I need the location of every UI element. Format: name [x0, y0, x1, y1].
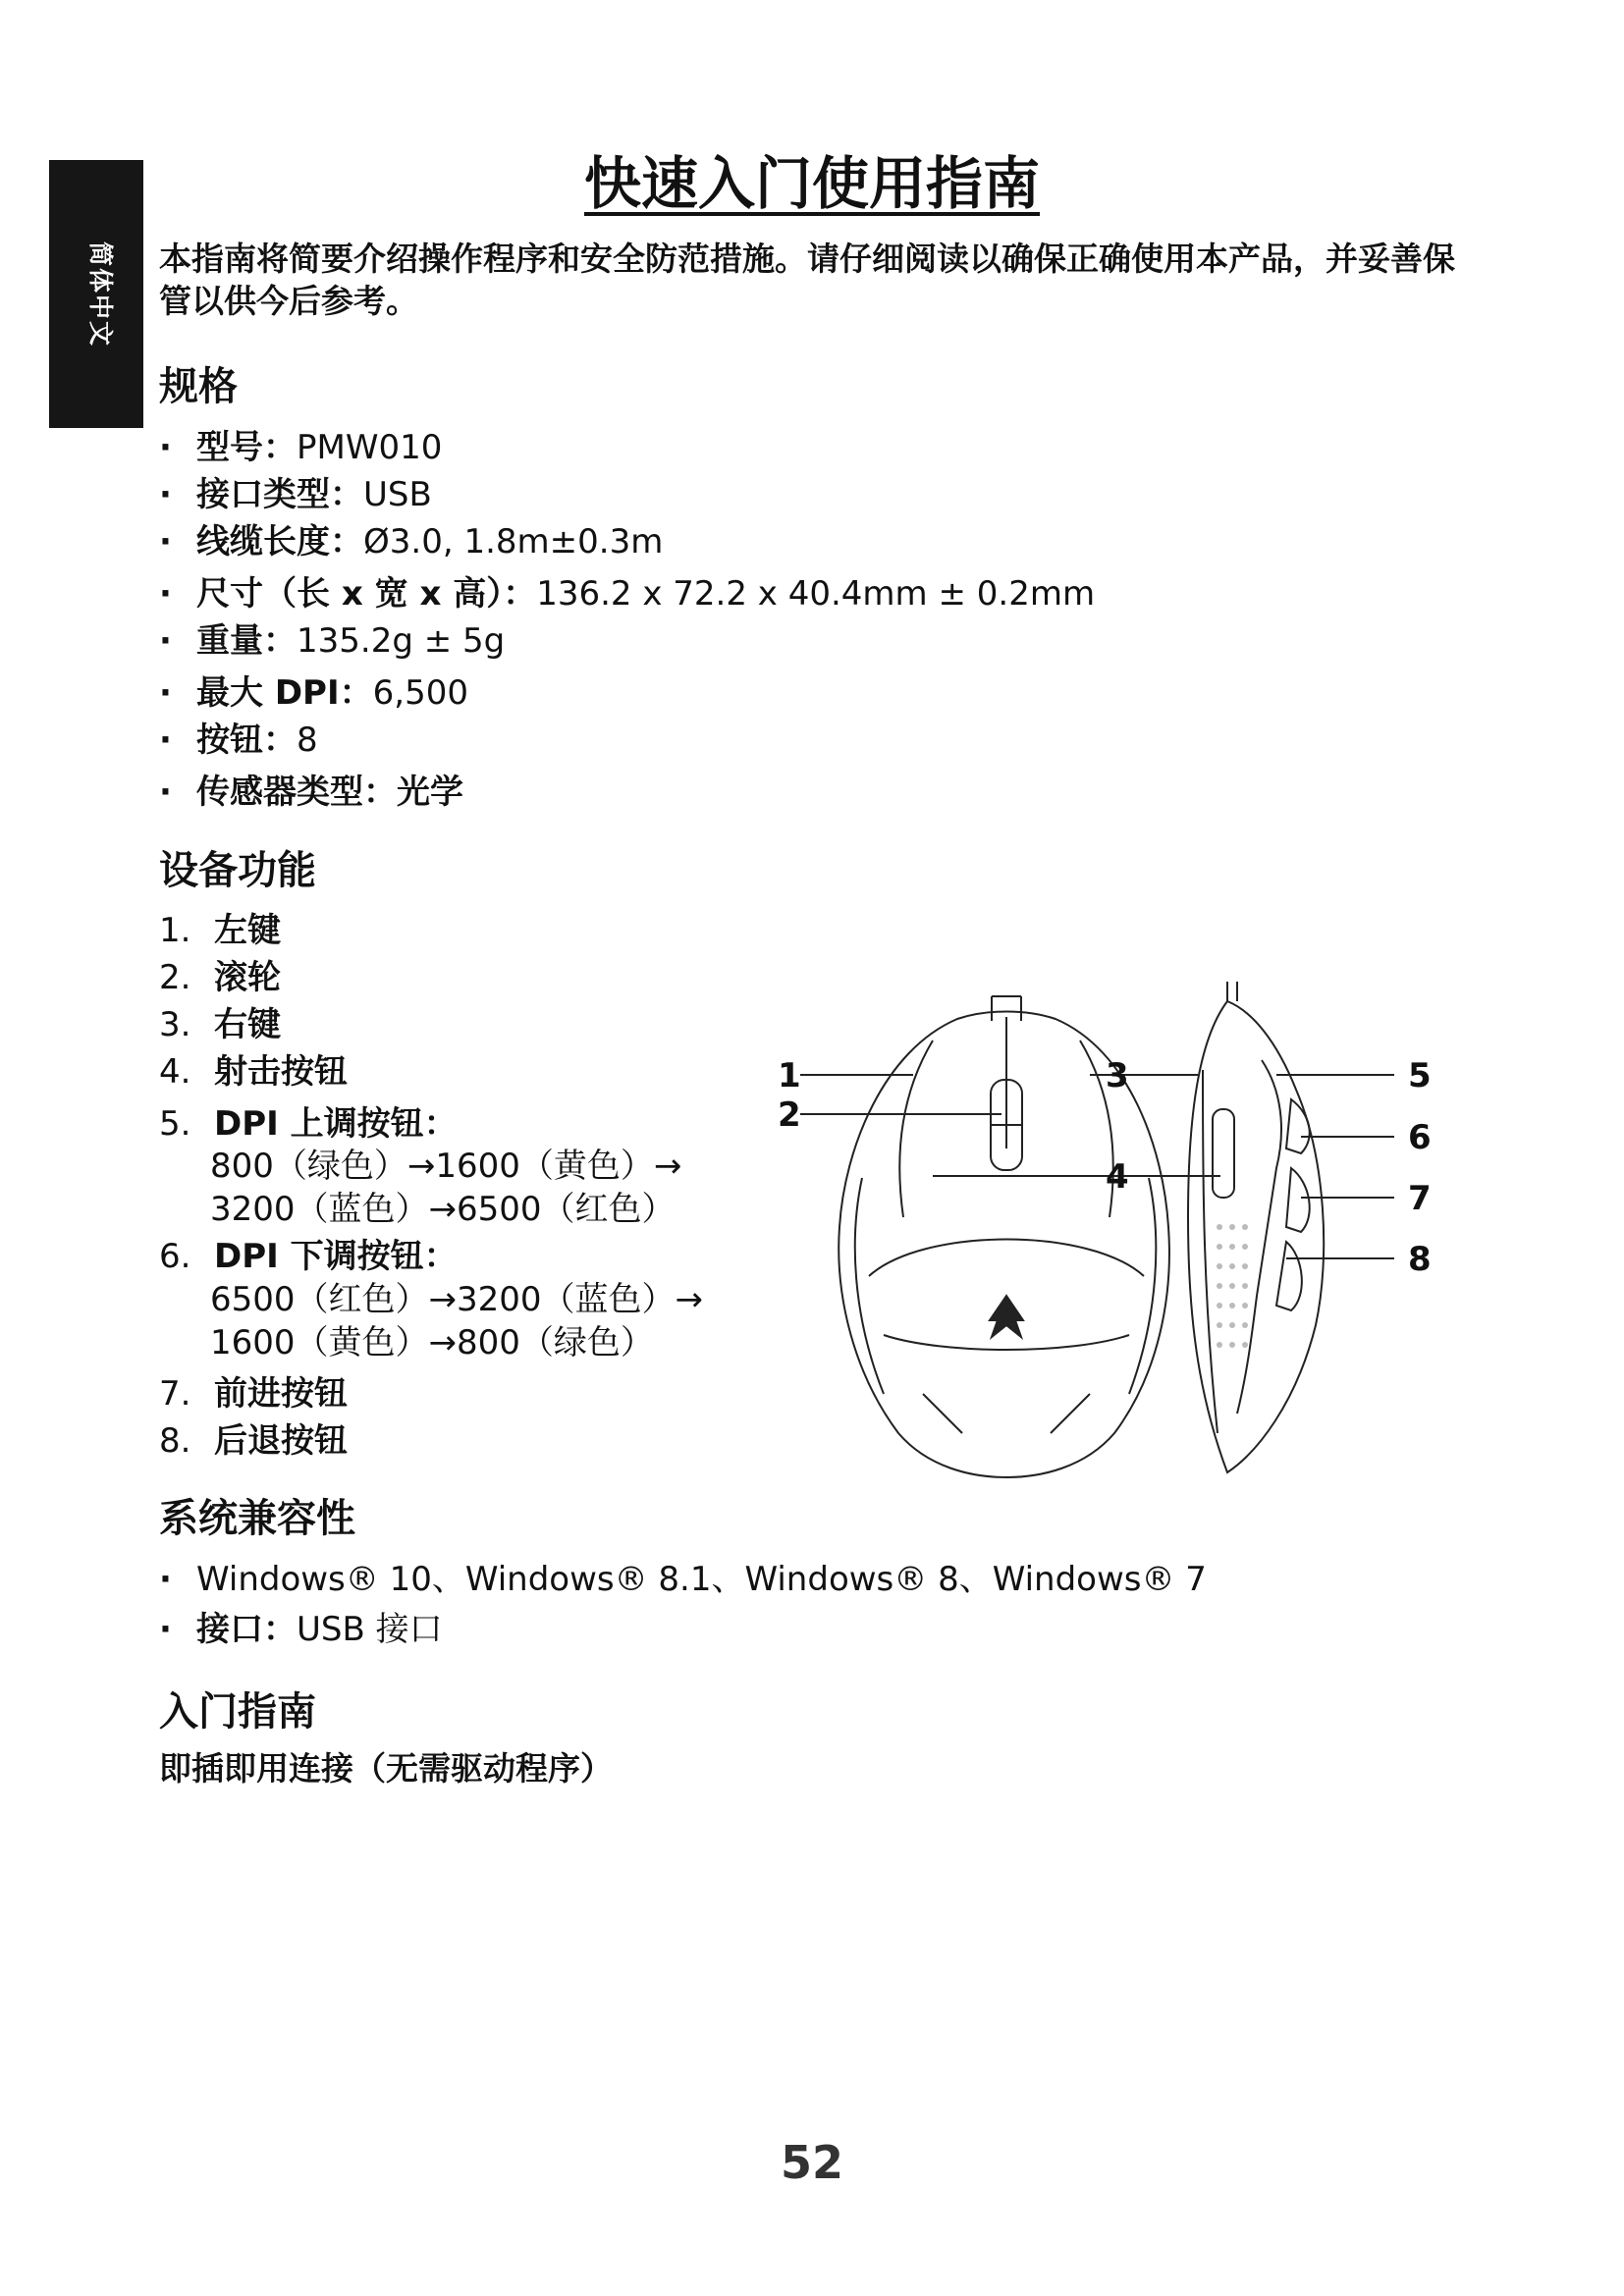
feature-item: 4. 射击按钮 [159, 1052, 348, 1092]
compat-os: · Windows® 10、Windows® 8.1、Windows® 8、Windows® 7 [159, 1560, 1207, 1599]
compat-heading: 系统兼容性 [159, 1496, 355, 1541]
feature-item: 7. 前进按钮 [159, 1374, 348, 1414]
page-title: 快速入门使用指南 [583, 150, 1040, 217]
specs-heading: 规格 [159, 364, 238, 409]
spec-item: · 按钮：8 [159, 721, 318, 760]
callout-6: 6 [1408, 1118, 1432, 1157]
compat-port: · 接口：USB 接口 [159, 1610, 443, 1649]
getting-started-heading: 入门指南 [159, 1689, 316, 1735]
callout-1: 1 [778, 1056, 801, 1095]
feature-item: 1. 左键 [159, 911, 281, 950]
page-number: 52 [780, 2136, 843, 2189]
dpi-down-cycle-1: 6500（红色）→3200（蓝色）→ [210, 1280, 704, 1319]
dpi-up-cycle-2: 3200（蓝色）→6500（红色） [210, 1190, 676, 1229]
spec-item: · 尺寸（长 x 宽 x 高）：136.2 x 72.2 x 40.4mm ± 0.2mm [159, 574, 1096, 614]
features-heading: 设备功能 [159, 848, 316, 893]
callout-5: 5 [1408, 1056, 1432, 1095]
feature-item: 5. DPI 上调按钮： [159, 1104, 458, 1144]
callout-2: 2 [778, 1095, 801, 1135]
callout-7: 7 [1408, 1179, 1432, 1218]
callout-4: 4 [1106, 1157, 1129, 1197]
feature-item: 8. 后退按钮 [159, 1421, 348, 1461]
feature-item: 6. DPI 下调按钮： [159, 1237, 458, 1276]
getting-started-sub: 即插即用连接（无需驱动程序） [159, 1749, 613, 1788]
dpi-down-cycle-2: 1600（黄色）→800（绿色） [210, 1323, 654, 1362]
spec-item: · 线缆长度：Ø3.0, 1.8m±0.3m [159, 522, 664, 561]
feature-item: 2. 滚轮 [159, 958, 281, 997]
spec-item: · 接口类型：USB [159, 475, 432, 514]
spec-item: · 型号：PMW010 [159, 428, 443, 467]
spec-item: · 最大 DPI：6,500 [159, 673, 468, 713]
callout-8: 8 [1408, 1240, 1432, 1279]
spec-item: · 重量：135.2g ± 5g [159, 621, 506, 661]
mouse-diagram [766, 982, 1453, 1492]
feature-item: 3. 右键 [159, 1005, 281, 1044]
spec-item: · 传感器类型：光学 [159, 773, 463, 812]
intro-paragraph: 本指南将简要介绍操作程序和安全防范措施。请仔细阅读以确保正确使用本产品，并妥善保管以供今后参考。 [159, 240, 1455, 320]
language-tab-label: 简体中文 [86, 240, 115, 348]
dpi-up-cycle-1: 800（绿色）→1600（黄色）→ [210, 1147, 682, 1186]
callout-3: 3 [1106, 1056, 1129, 1095]
